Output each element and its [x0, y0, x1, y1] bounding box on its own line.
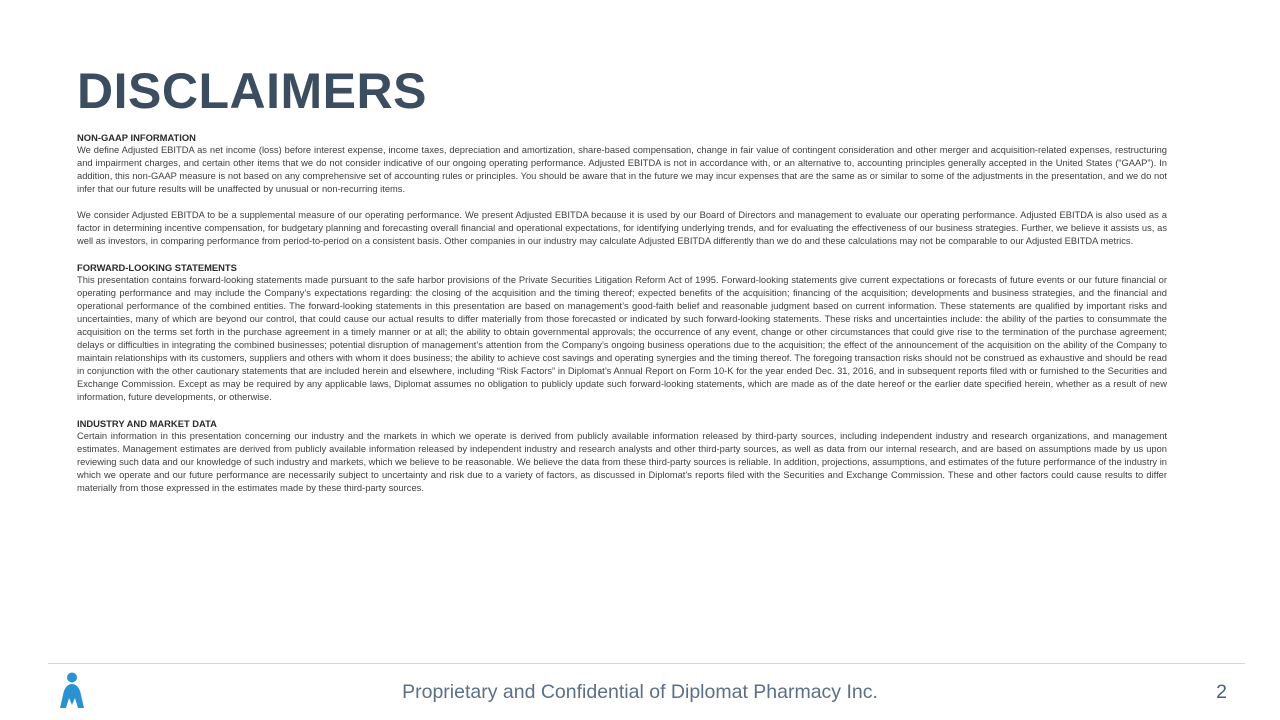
disclaimer-body: [77, 131, 1167, 508]
paragraph: We consider Adjusted EBITDA to be a supplemental measure of our operating performance. We present Adjusted EBITDA because it is used by our Board of Directors and management to evaluate our operating performance. Adjusted EBITDA is also used as a factor in determining incentive compensation, for budgetary planning and forecasting overall financial and operational expectations, for identifying underlying trends, and for evaluating the effectiveness of our business strategies. Further, we believe it assists us, as well as investors, in comparing performance from period-to-period on a consistent basis. Other companies in our industry may calculate Adjusted EBITDA differently than we do and these calculations may not be comparable to our Adjusted EBITDA metrics.: [77, 210, 1167, 246]
paragraph: Certain information in this presentation concerning our industry and the markets in which we operate is derived from publicly available information released by third-party sources, including independent industry and research organizations, and management estimates. Management estimates are derived from publicly available information released by independent industry and research analysts and other third-party sources, as well as data from our internal research, and are based on assumptions made by us upon reviewing such data and our knowledge of such industry and markets, which we believe to be reasonable. We believe the data from these third-party sources is reliable. In addition, projections, assumptions, and estimates of the future performance of the industry in which we operate and our future performance are necessarily subject to uncertainty and risk due to a variety of factors, as discussed in Diplomat’s reports filed with the Securities and Exchange Commission. These and other factors could cause results to differ materially from those expressed in the estimates made by these third-party sources.: [77, 431, 1167, 493]
section-heading: INDUSTRY AND MARKET DATA: [77, 418, 217, 429]
section-non-gaap: [77, 131, 1167, 248]
page-title: DISCLAIMERS: [77, 63, 427, 119]
paragraph: This presentation contains forward-looking statements made pursuant to the safe harbor provisions of the Private Securities Litigation Reform Act of 1995. Forward-looking statements give current expectations or forecasts of future events or our future financial or operating performance and may include the Company’s expectations regarding: the closing of the acquisition and the timing thereof; expected benefits of the acquisition; financing of the acquisition; developments and business strategies, and the financial and operational performance of the combined entities. The forward-looking statements in this presentation are based on management’s good-faith belief and reasonable judgment based on current information. These statements are qualified by important risks and uncertainties, many of which are beyond our control, that could cause our actual results to differ materially from those forecasted or indicated by such forward-looking statements. These risks and uncertainties include: the ability of the parties to consummate the acquisition on the terms set forth in the purchase agreement in a timely manner or at all; the ability to obtain governmental approvals; the occurrence of any event, change or other circumstances that could give rise to the termination of the purchase agreement; delays or difficulties in integrating the combined businesses; potential disruption of management’s attention from the Company’s ongoing business operations due to the acquisition; the effect of the announcement of the acquisition on the ability of the Company to maintain relationships with its customers, suppliers and others with whom it does business; the ability to achieve cost savings and operating synergies and the timing thereof. The foregoing transaction risks should not be construed as exhaustive and should be read in conjunction with the other cautionary statements that are included herein and elsewhere, including “Risk Factors” in Diplomat’s Annual Report on Form 10-K for the year ended Dec. 31, 2016, and in subsequent reports filed with or furnished to the Securities and Exchange Commission. Except as may be required by any applicable laws, Diplomat assumes no obligation to publicly update such forward-looking statements, which are made as of the date hereof or the earlier date specified herein, whether as a result of new information, future developments, or otherwise.: [77, 275, 1167, 402]
page-number: 2: [1216, 681, 1227, 703]
section-forward-looking: [77, 261, 1167, 404]
section-heading: FORWARD-LOOKING STATEMENTS: [77, 262, 237, 273]
footer-confidential-text: Proprietary and Confidential of Diplomat Pharmacy Inc.: [402, 681, 878, 703]
paragraph: We define Adjusted EBITDA as net income (loss) before interest expense, income taxes, depreciation and amortization, share-based compensation, change in fair value of contingent consideration and other merger and acquisition-related expenses, restructuring and impairment charges, and certain other items that we do not consider indicative of our ongoing operating performance. Adjusted EBITDA is not in accordance with, or an alternative to, accounting principles generally accepted in the United States (“GAAP”). In addition, this non-GAAP measure is not based on any comprehensive set of accounting rules or principles. You should be aware that in the future we may incur expenses that are the same as or similar to some of the adjustments in the presentation, and we do not infer that our future results will be unaffected by unusual or non-recurring items.: [77, 145, 1167, 194]
section-industry-data: [77, 417, 1167, 495]
footer-divider: [48, 663, 1245, 664]
section-heading: NON-GAAP INFORMATION: [77, 132, 196, 143]
